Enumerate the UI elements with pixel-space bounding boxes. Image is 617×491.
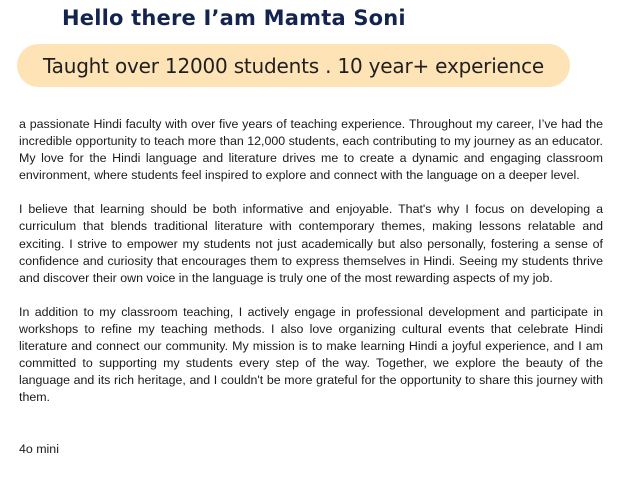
bio-section — [19, 116, 603, 423]
experience-highlight-text: Taught over 12000 students . 10 year+ experience — [42, 53, 545, 78]
bio-paragraph-intro: a passionate Hindi faculty with over five years of teaching experience. Throughout my career, I’ve had the incredible opportunity to teach more than 12,000 students, each contributing to my journey as an educator. My love for the Hindi language and literature drives me to create a dynamic and engaging classroom environment, where students feel inspired to explore and connect with the language on a deeper level. — [19, 117, 603, 183]
page-title: Hello there I’am Mamta Soni — [62, 6, 406, 30]
model-footer-note: 4o mini — [19, 442, 59, 456]
bio-paragraph-philosophy: I believe that learning should be both informative and enjoyable. That's why I focus on developing a curriculum that blends traditional literature with contemporary themes, making lessons relatable and exciting. I strive to empower my students not just academically but also personally, fostering a sense of confidence and curiosity that encourages them to express themselves in Hindi. Seeing my students thrive and discover their own voice in the language is truly one of the most rewarding aspects of my job. — [19, 202, 603, 285]
experience-highlight-banner — [17, 44, 570, 87]
bio-paragraph-activities: In addition to my classroom teaching, I actively engage in professional development and participate in workshops to refine my teaching methods. I also love organizing cultural events that celebrate Hindi literature and connect our community. My mission is to make learning Hindi a joyful experience, and I am committed to supporting my students every step of the way. Together, we explore the beauty of the language and its rich heritage, and I couldn't be more grateful for the opportunity to share this journey with them. — [19, 304, 603, 405]
